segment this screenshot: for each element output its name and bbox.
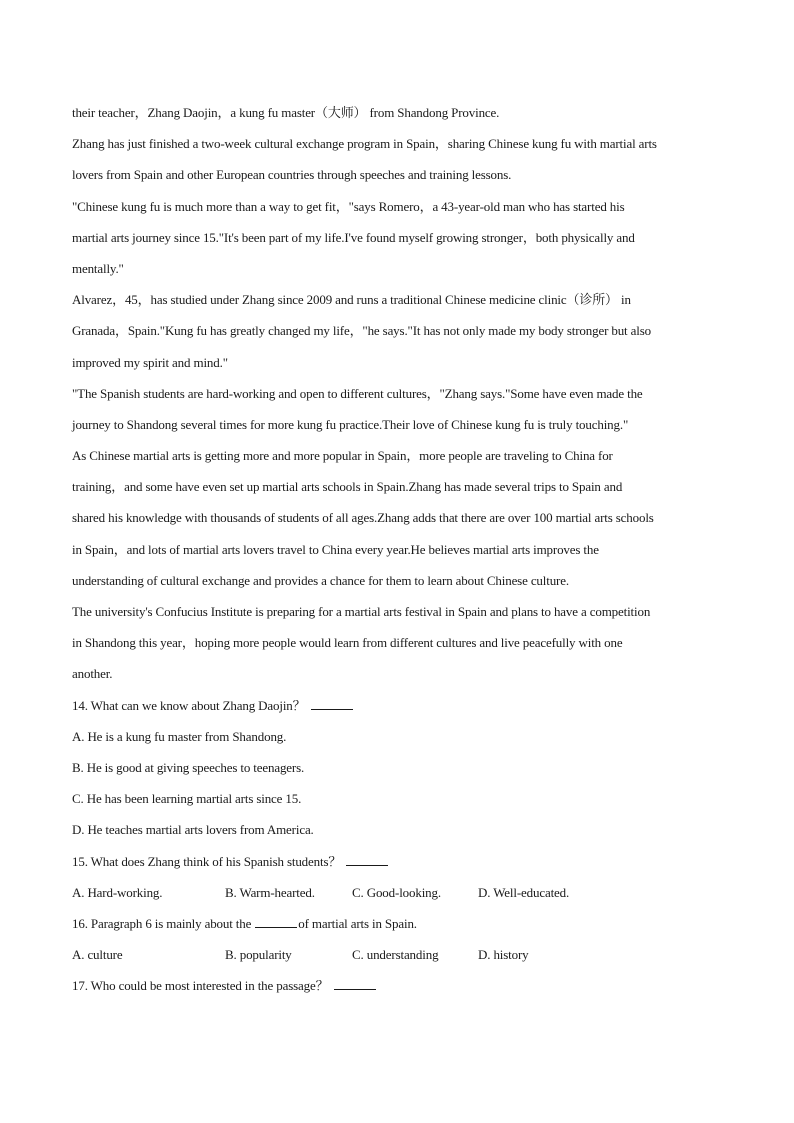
option-c[interactable]: C. understanding bbox=[352, 947, 439, 963]
option-a[interactable]: A. culture bbox=[72, 947, 123, 963]
option-c[interactable]: C. Good-looking. bbox=[352, 884, 441, 900]
passage-line: lovers from Spain and other European countries through speeches and training lessons. bbox=[72, 167, 512, 183]
option-c[interactable]: C. He has been learning martial arts since 15. bbox=[72, 791, 302, 807]
option-a[interactable]: A. He is a kung fu master from Shandong. bbox=[72, 728, 287, 744]
passage-line: "Chinese kung fu is much more than a way to get fit，"says Romero，a 43-year-old man who has started his bbox=[72, 198, 625, 214]
question-16 bbox=[72, 908, 724, 970]
passage-line: in Shandong this year，hoping more people would learn from different cultures and live peacefully with one bbox=[72, 635, 623, 651]
passage-line: martial arts journey since 15."It's been part of my life.I've found myself growing stronger，both physically and bbox=[72, 229, 635, 245]
option-b[interactable]: B. popularity bbox=[225, 947, 292, 963]
passage bbox=[72, 97, 724, 690]
answer-blank[interactable] bbox=[255, 915, 297, 928]
option-d[interactable]: D. Well-educated. bbox=[478, 884, 570, 900]
passage-line: improved my spirit and mind." bbox=[72, 354, 228, 370]
answer-blank[interactable] bbox=[346, 853, 388, 866]
passage-line: mentally." bbox=[72, 260, 124, 276]
document-page bbox=[72, 97, 724, 1001]
passage-line: Granada，Spain."Kung fu has greatly changed my life，"he says."It has not only made my body stronger but also bbox=[72, 323, 651, 339]
passage-line: shared his knowledge with thousands of students of all ages.Zhang adds that there are over 100 martial arts schools bbox=[72, 510, 654, 526]
option-d[interactable]: D. He teaches martial arts lovers from America. bbox=[72, 822, 314, 838]
option-d[interactable]: D. history bbox=[478, 947, 529, 963]
question-15 bbox=[72, 846, 724, 908]
passage-line: training，and some have even set up martial arts schools in Spain.Zhang has made several trips to Spain and bbox=[72, 479, 623, 495]
passage-line: As Chinese martial arts is getting more and more popular in Spain，more people are traveling to China for bbox=[72, 448, 613, 464]
passage-line: journey to Shandong several times for more kung fu practice.Their love of Chinese kung fu is truly touching." bbox=[72, 416, 629, 432]
question-stem: 14. What can we know about Zhang Daojin？ bbox=[72, 697, 306, 713]
question-stem-before: 16. Paragraph 6 is mainly about the bbox=[72, 915, 252, 931]
options-row bbox=[72, 877, 724, 908]
passage-line: "The Spanish students are hard-working and open to different cultures，"Zhang says."Some have even made the bbox=[72, 385, 643, 401]
question-stem-after: of martial arts in Spain. bbox=[298, 915, 417, 931]
passage-line: understanding of cultural exchange and provides a chance for them to learn about Chinese culture. bbox=[72, 572, 569, 588]
passage-line: The university's Confucius Institute is preparing for a martial arts festival in Spain and plans to have a competition bbox=[72, 604, 651, 619]
question-stem: 15. What does Zhang think of his Spanish students？ bbox=[72, 853, 342, 869]
option-b[interactable]: B. Warm-hearted. bbox=[225, 884, 315, 900]
passage-line: in Spain，and lots of martial arts lovers travel to China every year.He believes martial arts improves the bbox=[72, 541, 599, 557]
passage-line: their teacher，Zhang Daojin，a kung fu master（大师） from Shandong Province. bbox=[72, 105, 500, 120]
option-a[interactable]: A. Hard-working. bbox=[72, 884, 163, 900]
answer-blank[interactable] bbox=[334, 977, 376, 990]
passage-line: Zhang has just finished a two-week cultural exchange program in Spain，sharing Chinese kung fu with martial arts bbox=[72, 136, 657, 152]
option-b[interactable]: B. He is good at giving speeches to teenagers. bbox=[72, 759, 305, 775]
options-row bbox=[72, 939, 724, 970]
question-14 bbox=[72, 690, 724, 846]
answer-blank[interactable] bbox=[311, 697, 353, 710]
question-17 bbox=[72, 970, 724, 1001]
passage-line: Alvarez，45，has studied under Zhang since 2009 and runs a traditional Chinese medicine clinic（诊所） in bbox=[72, 292, 631, 308]
passage-line: another. bbox=[72, 666, 113, 682]
question-stem: 17. Who could be most interested in the passage？ bbox=[72, 978, 329, 994]
